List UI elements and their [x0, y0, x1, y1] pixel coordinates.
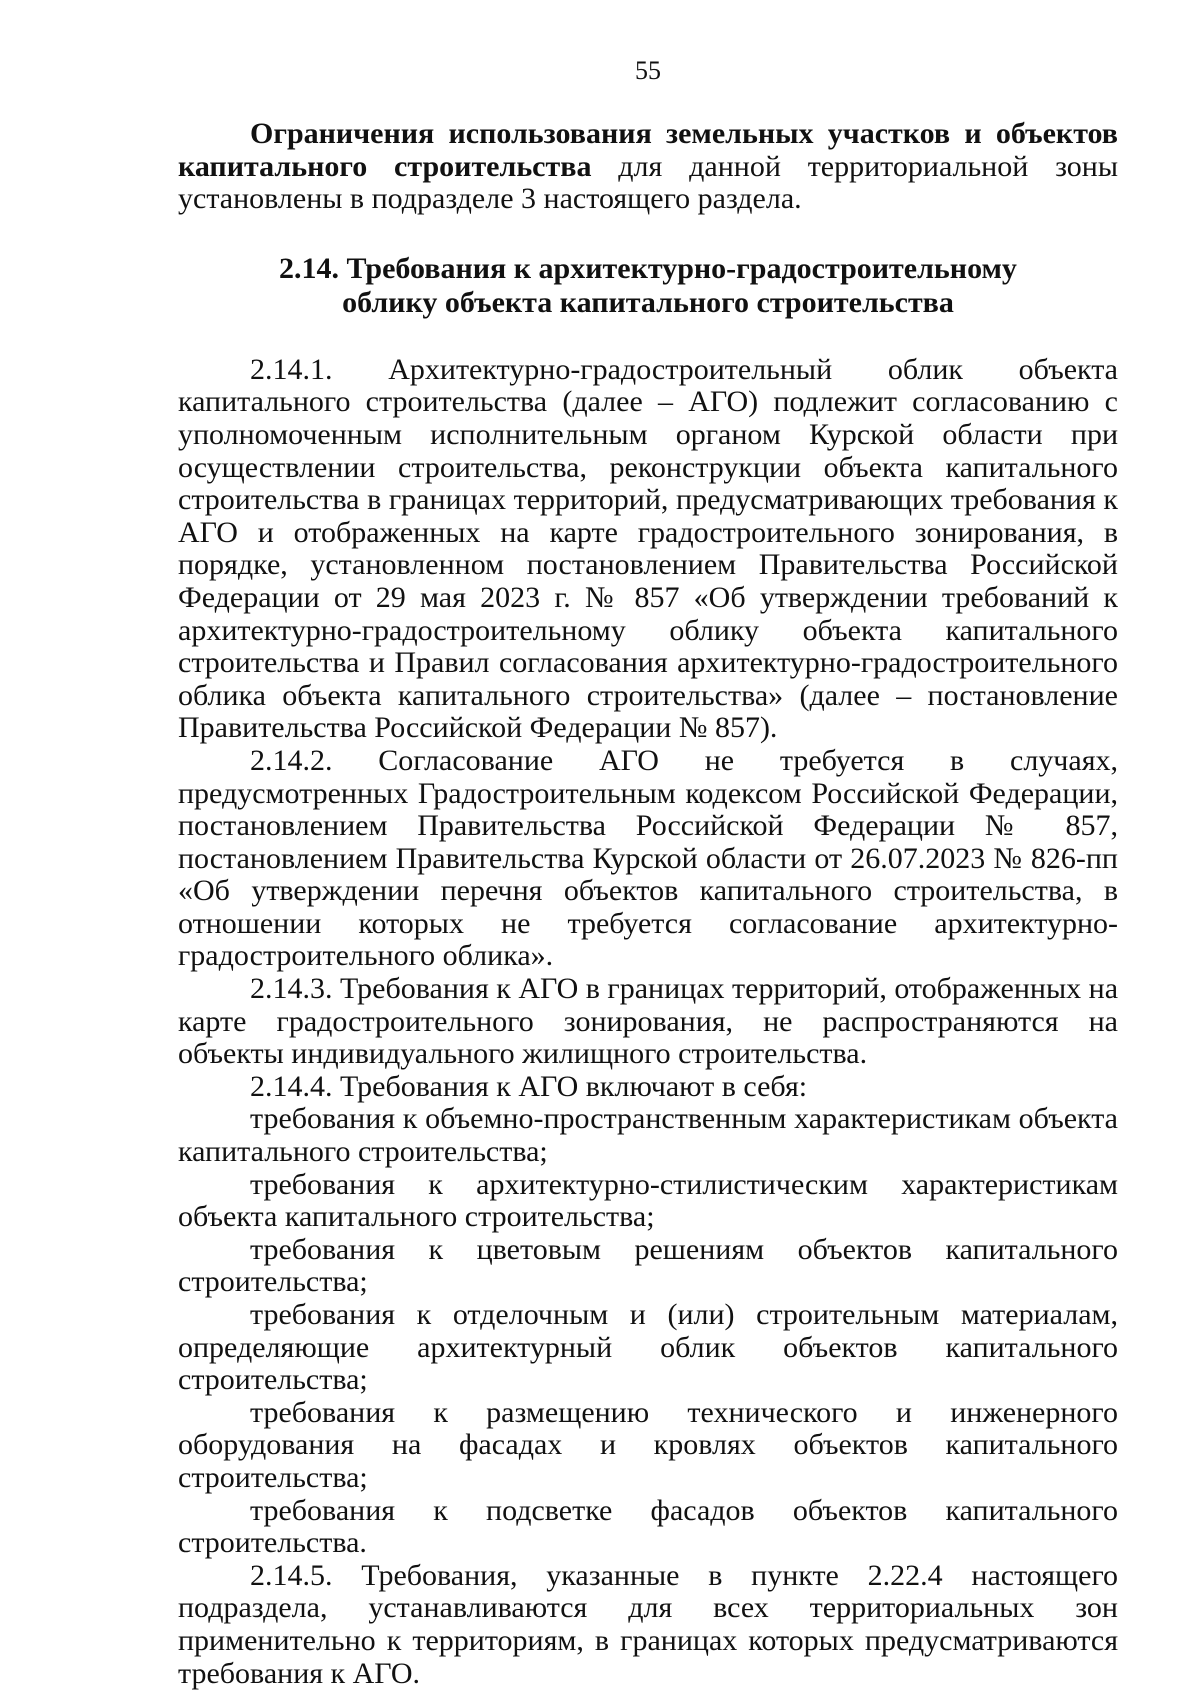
- intro-paragraph: [178, 118, 1118, 216]
- paragraph-2-14-2: 2.14.2. Согласование АГО не требуется в случаях, предусмотренных Градостроительным кодексом Российской Федерации, постановлением Правительства Российской Федерации № 857, постановлением Правительства Курской области от 26.07.2023 № 826-пп «Об утверждении перечня объектов капитального строительства, в отношении которых не требуется согласование архитектурно-градостроительного облика».: [178, 743, 1118, 973]
- section-heading: [178, 252, 1118, 320]
- requirement-item: требования к подсветке фасадов объектов капитального строительства.: [178, 1493, 1118, 1560]
- requirement-item: требования к размещению технического и инженерного оборудования на фасадах и кровлях объектов капитального строительства;: [178, 1395, 1118, 1494]
- intro-rest-text: для данной территориальной зоны установлены в подразделе 3 настоящего раздела.: [178, 149, 1118, 216]
- paragraph-2-14-3: 2.14.3. Требования к АГО в границах территорий, отображенных на карте градостроительного зонирования, не распространяются на объекты индивидуального жилищного строительства.: [178, 972, 1119, 1071]
- intro-bold-text: Ограничения использования земельных участков и объектов капитального строительства: [178, 117, 1118, 183]
- page-number: 55: [635, 56, 661, 85]
- paragraph-2-14-4: 2.14.4. Требования к АГО включают в себя:: [250, 1069, 808, 1103]
- requirement-item: требования к архитектурно-стилистическим характеристикам объекта капитального строительства;: [178, 1167, 1118, 1234]
- requirement-item: требования к отделочным и (или) строительным материалам, определяющие архитектурный облик объектов капитального строительства;: [178, 1298, 1118, 1397]
- section-heading-line-2: облику объекта капитального строительства: [342, 285, 954, 319]
- requirement-item: требования к цветовым решениям объектов капитального строительства;: [178, 1232, 1118, 1299]
- requirement-item: требования к объемно-пространственным характеристикам объекта капитального строительства;: [178, 1102, 1118, 1169]
- paragraph-2-14-5: 2.14.5. Требования, указанные в пункте 2.22.4 настоящего подраздела, устанавливаются для всех территориальных зон применительно к территориям, в границах которых предусматриваются требования к АГО.: [178, 1558, 1118, 1690]
- paragraph-2-14-1: 2.14.1. Архитектурно-градостроительный облик объекта капитального строительства (далее – АГО) подлежит согласованию с уполномоченным исполнительным органом Курской области при осуществлении строительства, реконструкции объекта капитального строительства в границах территорий, предусматривающих требования к АГО и отображенных на карте градостроительного зонирования, в порядке, установленном постановлением Правительства Российской Федерации от 29 мая 2023 г. № 857 «Об утверждении требований к архитектурно-градостроительному облику объекта капитального строительства и Правил согласования архитектурно-градостроительного облика объекта капитального строительства» (далее – постановление Правительства Российской Федерации № 857).: [178, 352, 1118, 745]
- section-heading-line-1: 2.14. Требования к архитектурно-градостроительному: [279, 251, 1017, 285]
- document-body: [178, 118, 1118, 1690]
